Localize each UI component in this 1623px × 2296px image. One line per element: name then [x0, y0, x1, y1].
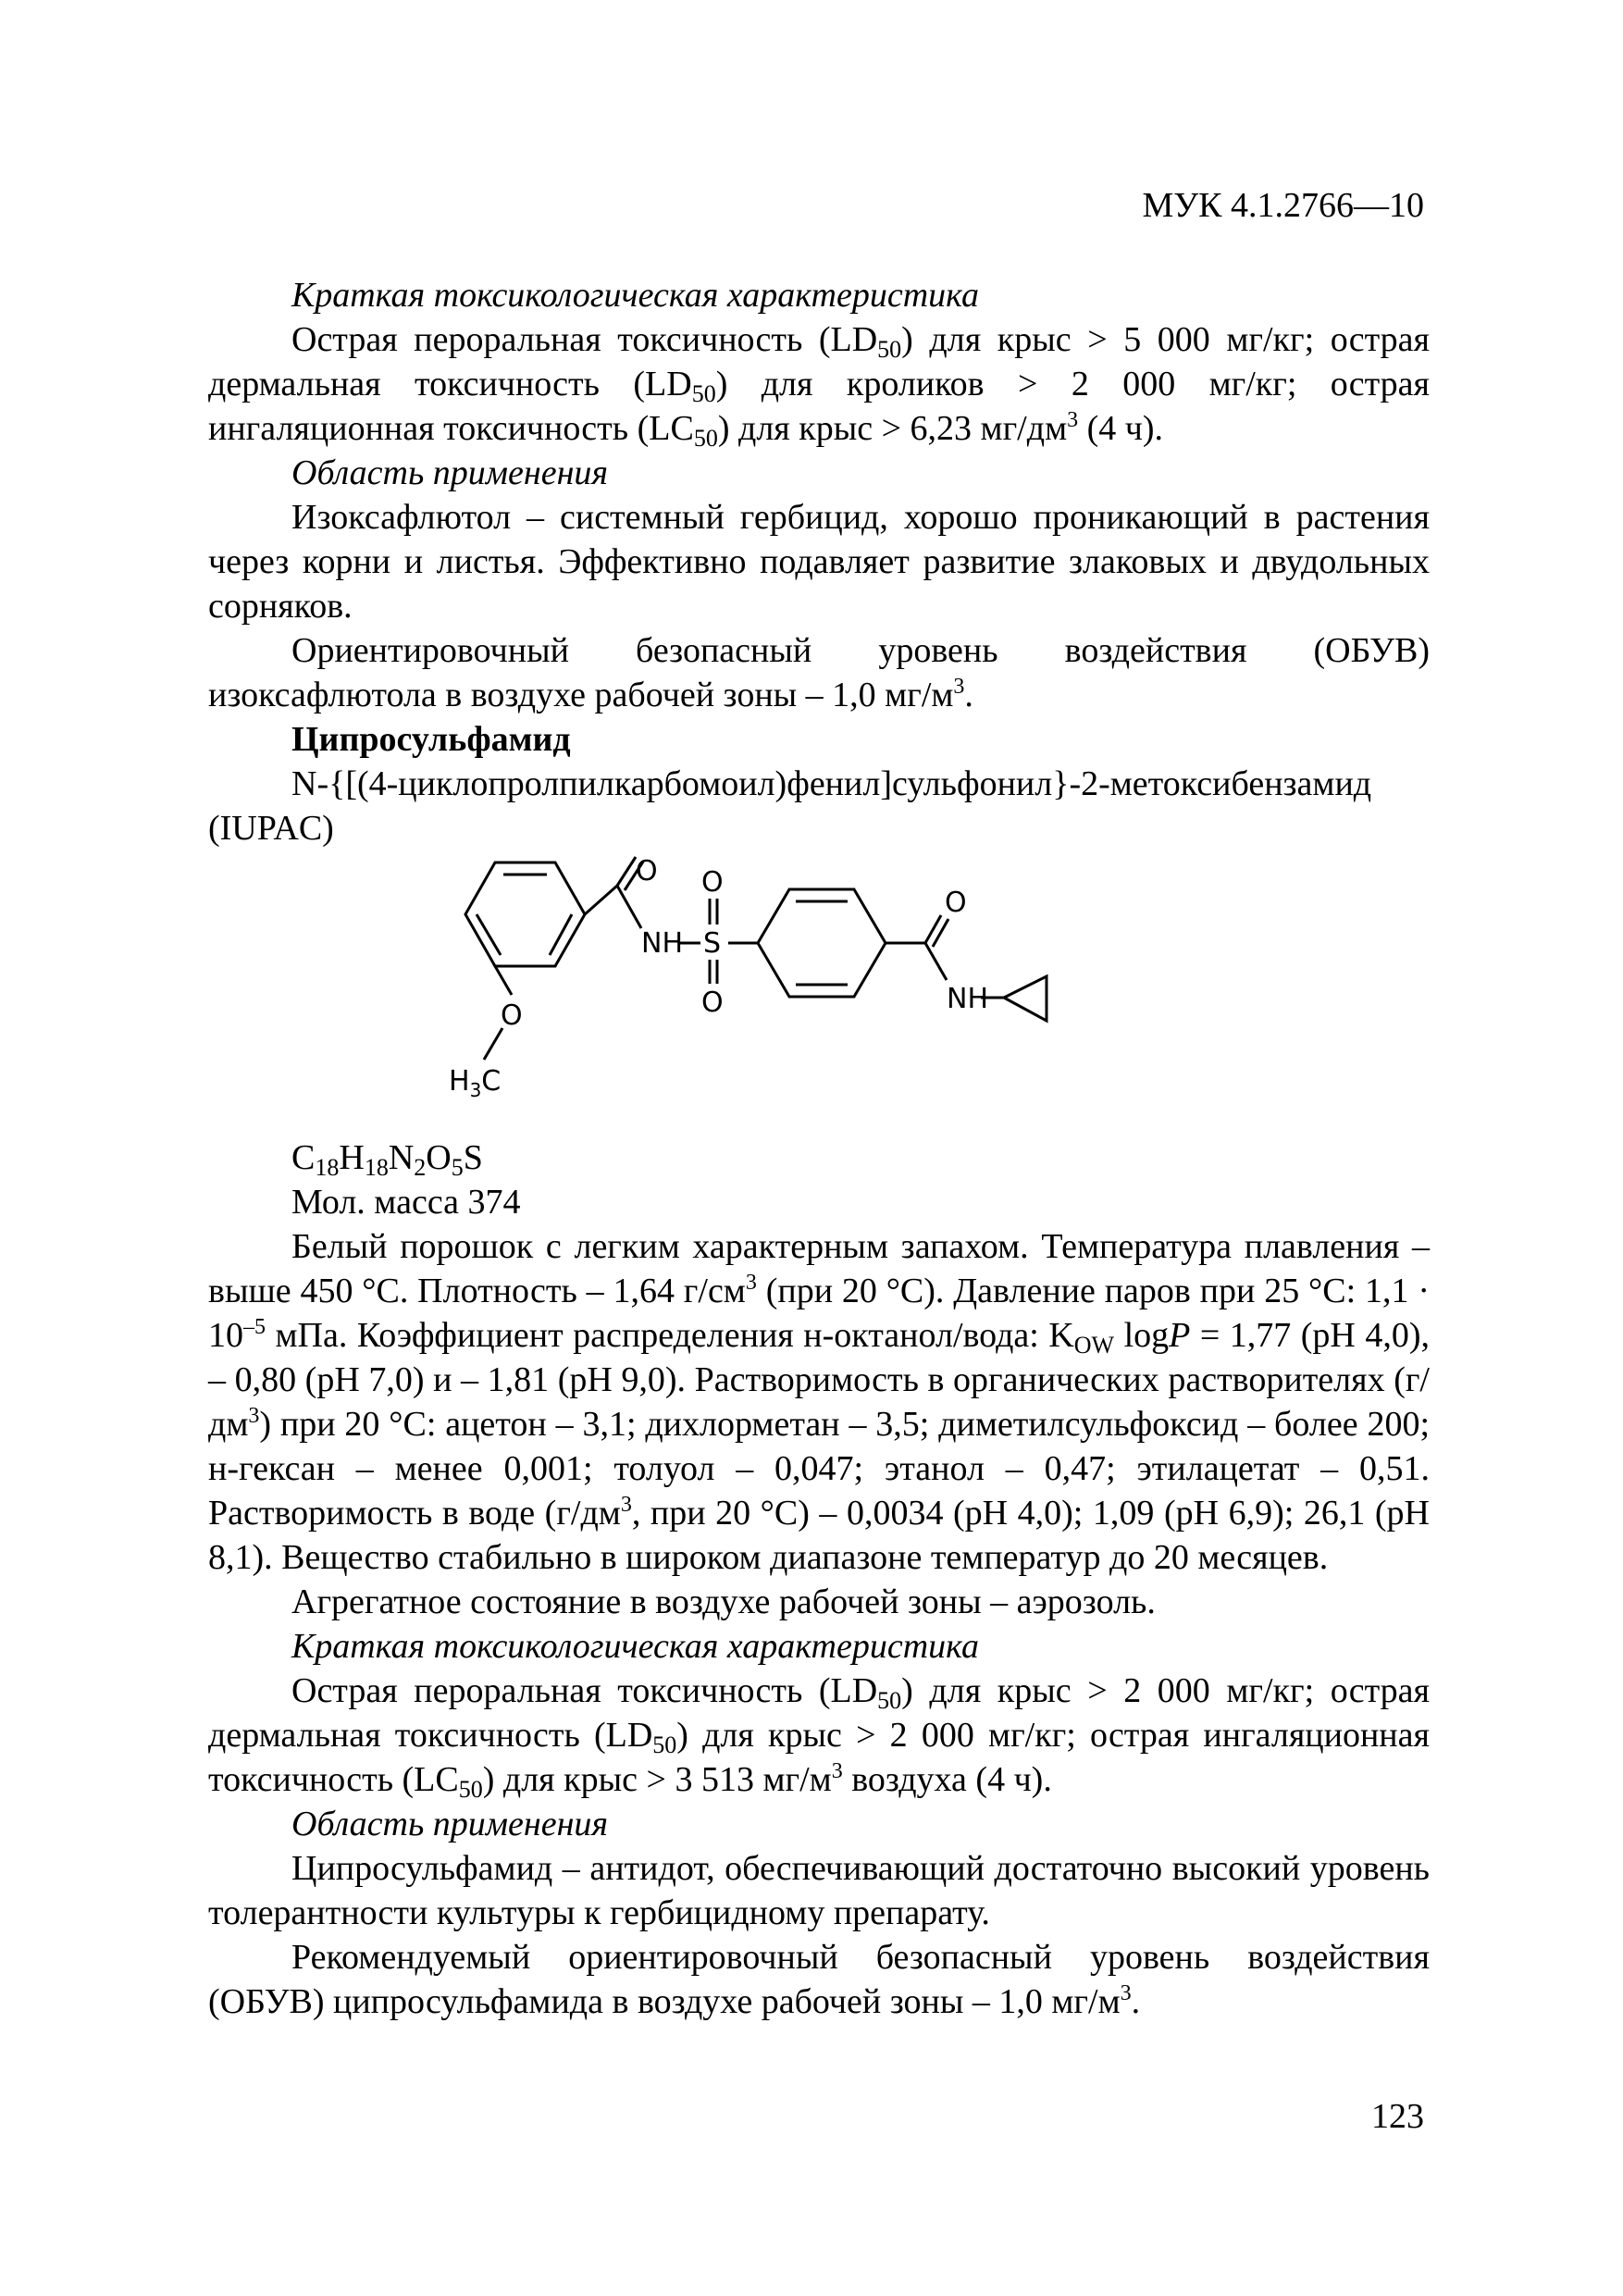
- svg-text:H3C: $H_3C$: [449, 1065, 502, 1101]
- svg-text:O: O: [636, 855, 658, 887]
- scope-paragraph-2: Ципросульфамид – антидот, обеспечивающий достаточно высокий уровень толерантности культуры к гербицидному препарату.: [208, 1849, 1430, 1932]
- aggregate-state: Агрегатное состояние в воздухе рабочей зоны – аэрозоль.: [291, 1582, 1156, 1621]
- tox-heading-2: Краткая токсикологическая характеристика: [291, 1627, 979, 1666]
- molecular-mass: Мол. масса 374: [291, 1183, 521, 1222]
- svg-text:O: O: [701, 987, 724, 1019]
- page-number: 123: [1371, 2097, 1424, 2136]
- toxicity-paragraph-2: Острая пероральная токсичность $(LD_{50})$ для крыс > 2 000 мг/кг; острая дермальная токсичность $(LD_{50})$ для крыс > 2 000 мг/кг; острая ингаляционная токсичность $(LC_{50})$ для крыс > 3 513 $мг/м^3$ воздуха (4 ч).: [208, 1671, 1430, 1803]
- scope-heading: Область применения: [291, 453, 609, 492]
- molecular-formula: $C_{18}H_{18}N_2O_5S$: [291, 1138, 483, 1181]
- svg-text:O: O: [945, 887, 967, 919]
- scope-paragraph: Изоксафлютол – системный гербицид, хорошо проникающий в растения через корни и листья. Эффективно подавляет развитие злаковых и двудольных сорняков.: [208, 498, 1430, 626]
- properties-paragraph: Белый порошок с легким характерным запахом. Температура плавления – выше 450 °С. Плотность – 1,64 $г/см^3$ (при 20 °С). Давление паров при 25 °С: $1,1 \cdot 10^{-5}$ мПа. Коэффициент распределения н-октанол/вода: $K_{OW}$ logP = 1,77 (pH 4,0), – 0,80 (pH 7,0) и – 1,81 (pH 9,0). Растворимость в органических растворителях $(г/дм^3)$ при 20 °С: ацетон – 3,1; дихлорметан – 3,5; диметилсульфоксид – более 200; н-гексан – менее 0,001; толуол – 0,047; этанол – 0,47; этилацетат – 0,51. Растворимость в воде ($г/дм^3$, при 20 °С) – 0,0034 (pH 4,0); 1,09 (pH 6,9); 26,1 (pH 8,1). Вещество стабильно в широком диапазоне температур до 20 месяцев.: [208, 1227, 1431, 1577]
- svg-text:O: O: [501, 999, 523, 1032]
- compound-name: Ципросульфамид: [291, 720, 571, 759]
- obuv-paragraph-2: Рекомендуемый ориентировочный безопасный уровень воздействия (ОБУВ) ципросульфамида в воздухе рабочей зоны – 1,0 $мг/м^3$.: [208, 1938, 1430, 2021]
- page-body: [208, 273, 1430, 2024]
- document-code: МУК 4.1.2766—10: [1142, 186, 1424, 225]
- tox-heading: Краткая токсикологическая характеристика: [291, 276, 979, 315]
- obuv-paragraph: Ориентировочный безопасный уровень воздействия (ОБУВ) изоксафлютола в воздухе рабочей зоны – 1,0 $мг/м^3$.: [208, 631, 1430, 714]
- structural-formula: [208, 854, 1430, 1132]
- svg-text:NH: NH: [947, 983, 988, 1015]
- svg-text:NH: NH: [641, 927, 683, 960]
- toxicity-paragraph: Острая пероральная токсичность $(LD_{50})$ для крыс > 5 000 мг/кг; острая дермальная токсичность $(LD_{50})$ для кроликов > 2 000 мг/кг; острая ингаляционная токсичность $(LC_{50})$ для крыс > 6,23 $мг/дм^3$ (4 ч).: [208, 320, 1430, 452]
- scope-heading-2: Область применения: [291, 1805, 609, 1843]
- svg-text:S: S: [703, 927, 722, 960]
- structure-svg: [421, 854, 1217, 1132]
- svg-text:O: O: [701, 866, 724, 899]
- iupac-name: N-{[(4-циклопролпилкарбомоил)фенил]сульфонил}-2-метоксибензамид (IUPAC): [208, 764, 1372, 848]
